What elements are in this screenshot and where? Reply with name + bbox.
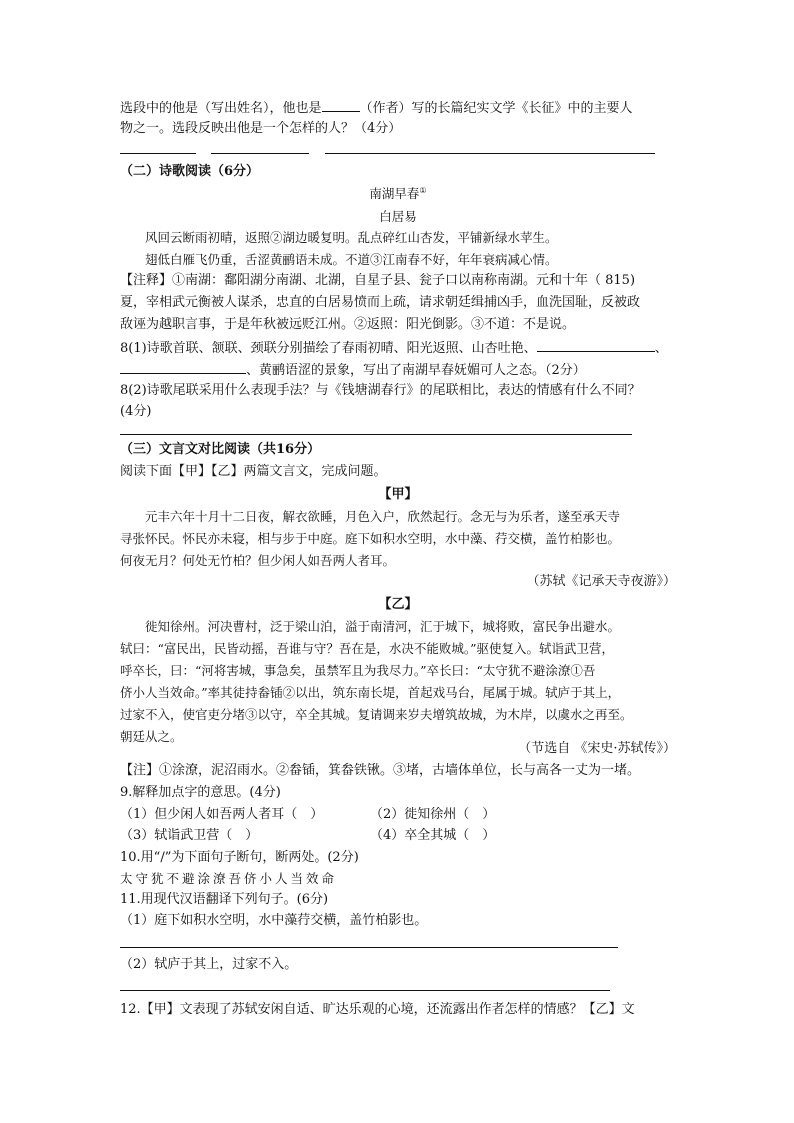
question-9-3: （3）轼诣武卫营（ ） — [120, 828, 259, 843]
classical-instruction: 阅读下面【甲】【乙】两篇文言文，完成问题。 — [120, 464, 387, 479]
question-8-2-points: (4分) — [120, 404, 152, 419]
intro-text-a: 选段中的他是（写出姓名），他也是 — [120, 101, 322, 116]
poem-note-3: 敌诬为越职言事，于是年秋被远贬江州。②返照：阳光倒影。③不道：不是说。 — [120, 317, 576, 332]
section-heading-poetry: （二）诗歌阅读（6分） — [120, 164, 260, 179]
yi-line-6: 朝廷从之。 — [120, 729, 183, 744]
jia-line-2: 寻张怀民。怀民亦未寝，相与步于中庭。庭下如积水空明，水中藻、荇交横，盖竹柏影也。 — [120, 531, 621, 546]
fill-blank[interactable] — [120, 359, 246, 374]
poem-note-2: 夏，宰相武元衡被人谋杀，忠直的白居易愤而上疏，请求朝廷缉捕凶手，血洗国耻，反被政 — [120, 295, 641, 310]
question-9: 9.解释加点字的意思。(4分) — [120, 785, 281, 800]
intro-line-1 — [120, 97, 633, 119]
question-11-1: （1）庭下如积水空明，水中藻荇交横，盖竹柏影也。 — [120, 913, 428, 928]
footnote-marker: ① — [419, 185, 427, 195]
question-10-sentence: 太守犹不避涂潦吾侪小人当效命 — [120, 871, 338, 886]
poem-line-1: 风回云断雨初晴，返照②湖边暖复明。乱点碎红山杏发，平铺新绿水苹生。 — [145, 230, 558, 245]
author-blank[interactable] — [322, 97, 360, 112]
question-9-4: （4）卒全其城（ ） — [370, 828, 496, 843]
answer-line[interactable] — [120, 990, 610, 991]
answer-line[interactable] — [120, 434, 632, 435]
answer-line[interactable] — [325, 153, 655, 154]
poem-author: 白居易 — [379, 209, 417, 224]
text-jia-label: 【甲】 — [378, 487, 418, 502]
question-10: 10.用“/”为下面句子断句，断两处。(2分) — [120, 850, 359, 865]
jia-source: （苏轼《记承天寺夜游》） — [526, 574, 676, 589]
question-8-1-line-2: 、黄鹂语涩的景象，写出了南湖早春妩媚可人之态。（2分） — [120, 359, 586, 381]
section-heading-classical: （三）文言文对比阅读（共16分） — [120, 442, 321, 457]
jia-line-1: 元丰六年十月十二日夜，解衣欲睡，月色入户，欣然起行。念无与为乐者，遂至承天寺 — [145, 509, 621, 524]
yi-source: （节选自 《宋史·苏轼传》） — [518, 741, 676, 756]
question-11: 11.用现代汉语翻译下列句子。(6分) — [120, 892, 329, 907]
classical-notes: 【注】①涂潦，泥沼雨水。②畚锸，箕畚铁锹。③堵，古墙体单位，长与高各一丈为一堵。 — [120, 763, 641, 778]
yi-line-5: 过家不入，使官吏分堵③以守，卒全其城。复请调来岁夫增筑故城，为木岸，以虞水之再至。 — [120, 707, 633, 722]
yi-line-4: 侪小人当效命。”率其徒持畚锸②以出，筑东南长堤，首起戏马台，尾属于城。轼庐于其上， — [120, 685, 621, 700]
yi-line-1: 徙知徐州。河决曹村，泛于梁山泊，溢于南清河，汇于城下，城将败，富民争出避水。 — [145, 619, 621, 634]
question-9-1: （1）但少闲人如吾两人者耳（ ） — [120, 807, 324, 822]
text-yi-label: 【乙】 — [378, 597, 418, 612]
intro-line-2: 物之一。选段反映出他是一个怎样的人？（4分） — [120, 121, 402, 136]
question-9-2: （2）徙知徐州（ ） — [370, 807, 496, 822]
poem-title: 南湖早春① — [369, 185, 427, 201]
question-8-2: 8(2)诗歌尾联采用什么表现手法？与《钱塘湖春行》的尾联相比，表达的情感有什么不同？ — [120, 383, 641, 398]
answer-line[interactable] — [120, 947, 618, 948]
answer-line[interactable] — [120, 153, 196, 154]
question-9-row-2 — [120, 826, 495, 846]
yi-line-3: 呼卒长，曰：“河将害城，事急矣，虽禁军且为我尽力。”卒长曰：“太守犹不避涂潦①吾 — [120, 663, 596, 678]
poem-note-1: 【注释】①南湖：鄱阳湖分南湖、北湖，自星子县、瓮子口以南称南湖。元和十年（ 815) — [120, 273, 636, 288]
question-9-row-1 — [120, 805, 495, 825]
question-11-2: （2）轼庐于其上，过家不入。 — [120, 957, 298, 972]
question-12: 12.【甲】文表现了苏轼安闲自适、旷达乐观的心境，还流露出作者怎样的情感？【乙】文 — [120, 1002, 635, 1017]
fill-blank[interactable] — [537, 337, 655, 352]
answer-line[interactable] — [211, 153, 309, 154]
intro-text-b: （作者）写的长篇纪实文学《长征》中的主要人 — [359, 101, 633, 116]
yi-line-2: 轼曰：“富民出，民皆动摇，吾谁与守？吾在是，水决不能败城。”驱使复入。轼诣武卫营， — [120, 641, 615, 656]
jia-line-3: 何夜无月？何处无竹柏？但少闲人如吾两人者耳。 — [120, 553, 396, 568]
poem-line-2: 翅低白雁飞仍重，舌涩黄鹂语未成。不道③江南春不好，年年衰病减心情。 — [145, 252, 558, 267]
question-8-1-line-1: 8(1)诗歌首联、颔联、颈联分别描绘了春雨初晴、阳光返照、山杏吐艳、 、 — [120, 337, 668, 359]
